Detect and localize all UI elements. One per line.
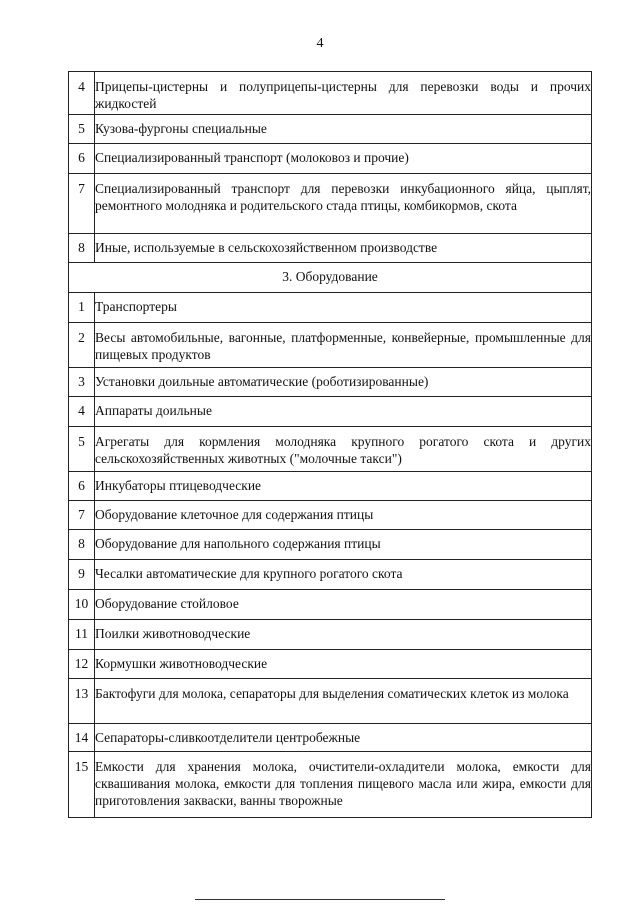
table-row — [69, 144, 592, 174]
table-row — [69, 752, 592, 818]
row-number: 11 — [75, 626, 88, 641]
row-number: 3 — [78, 374, 85, 389]
table-row — [69, 72, 592, 115]
table-row — [69, 679, 592, 724]
table-row — [69, 724, 592, 752]
row-number: 4 — [78, 79, 85, 94]
row-number: 7 — [78, 507, 85, 522]
row-text: Транспортеры — [95, 299, 177, 314]
page-number: 4 — [316, 36, 324, 51]
table-row — [69, 590, 592, 620]
section-header-row — [69, 263, 592, 293]
table-row — [69, 115, 592, 144]
row-number: 7 — [78, 181, 85, 196]
row-text: Агрегаты для кормления молодняка крупного рогатого скота и других сельскохозяйственных животных ("молочные такси") — [95, 434, 591, 466]
table-row — [69, 323, 592, 368]
row-text: Весы автомобильные, вагонные, платформенные, конвейерные, промышленные для пищевых продуктов — [95, 330, 591, 362]
section-title: 3. Оборудование — [282, 269, 378, 284]
table-row — [69, 530, 592, 560]
row-text: Оборудование для напольного содержания птицы — [95, 536, 381, 551]
table-row — [69, 293, 592, 323]
row-number: 5 — [78, 121, 85, 136]
row-number: 12 — [74, 656, 89, 671]
row-text: Установки доильные автоматические (роботизированные) — [95, 374, 429, 389]
row-number: 8 — [78, 536, 85, 551]
row-text: Чесалки автоматические для крупного рогатого скота — [95, 566, 403, 581]
row-number: 9 — [78, 566, 85, 581]
row-text: Специализированный транспорт (молоковоз и прочие) — [95, 150, 409, 165]
row-text: Кузова-фургоны специальные — [95, 121, 267, 136]
row-number: 13 — [74, 686, 89, 701]
row-number: 15 — [74, 759, 89, 774]
row-number: 2 — [78, 330, 85, 345]
table-row — [69, 501, 592, 530]
row-text: Специализированный транспорт для перевозки инкубационного яйца, цыплят, ремонтного молодняка и родительского стада птицы, комбикормов, скота — [95, 181, 591, 213]
row-text: Инкубаторы птицеводческие — [95, 478, 262, 493]
table-row — [69, 174, 592, 234]
row-text: Бактофуги для молока, сепараторы для выделения соматических клеток из молока — [95, 686, 569, 701]
table-row — [69, 650, 592, 679]
row-number: 4 — [78, 403, 85, 418]
table-row — [69, 560, 592, 590]
row-text: Прицепы-цистерны и полуприцепы-цистерны для перевозки воды и прочих жидкостей — [95, 79, 591, 111]
table-row — [69, 427, 592, 472]
row-text: Поилки животноводческие — [95, 626, 251, 641]
table-row — [69, 234, 592, 263]
row-number: 6 — [78, 478, 85, 493]
row-text: Оборудование клеточное для содержания птицы — [95, 507, 374, 522]
row-number: 5 — [78, 434, 85, 449]
row-number: 14 — [74, 730, 89, 745]
table-row — [69, 472, 592, 501]
row-number: 1 — [78, 299, 85, 314]
row-text: Оборудование стойловое — [95, 596, 239, 611]
row-number: 8 — [78, 240, 85, 255]
table-row — [69, 368, 592, 397]
row-number: 10 — [74, 596, 89, 611]
row-text: Аппараты доильные — [95, 403, 212, 418]
footer-divider — [195, 899, 445, 900]
table-row — [69, 620, 592, 650]
table-row — [69, 397, 592, 427]
row-text: Сепараторы-сливкоотделители центробежные — [95, 730, 361, 745]
equipment-table — [68, 71, 592, 818]
row-text: Иные, используемые в сельскохозяйственном производстве — [95, 240, 438, 255]
row-text: Емкости для хранения молока, очистители-охладители молока, емкости для сквашивания молока, емкости для топления пищевого масла или жира, емкости для приготовления закваски, ванны творожные — [95, 759, 591, 808]
row-number: 6 — [78, 150, 85, 165]
row-text: Кормушки животноводческие — [95, 656, 268, 671]
